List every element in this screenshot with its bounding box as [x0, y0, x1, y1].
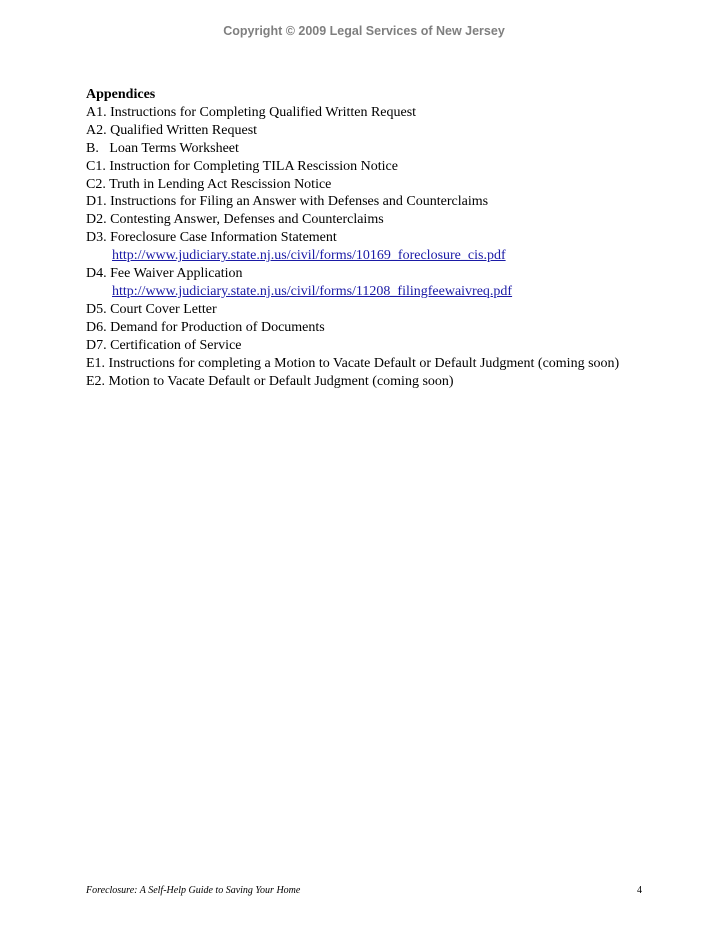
appendix-e1: E1. Instructions for completing a Motion to Vacate Default or Default Judgment (coming soon) [86, 355, 620, 371]
appendix-b: B. Loan Terms Worksheet [86, 140, 239, 156]
appendix-e2: E2. Motion to Vacate Default or Default Judgment (coming soon) [86, 373, 454, 389]
appendix-d7: D7. Certification of Service [86, 337, 242, 353]
foreclosure-cis-link[interactable]: http://www.judiciary.state.nj.us/civil/forms/10169_foreclosure_cis.pdf [112, 248, 506, 264]
page-number: 4 [637, 885, 642, 896]
appendix-d5: D5. Court Cover Letter [86, 301, 217, 317]
appendices-title: Appendices [86, 87, 156, 102]
appendix-d2: D2. Contesting Answer, Defenses and Counterclaims [86, 212, 384, 228]
appendix-d6: D6. Demand for Production of Documents [86, 319, 325, 335]
appendix-d3-link-row [86, 247, 686, 265]
fee-waiver-link[interactable]: http://www.judiciary.state.nj.us/civil/forms/11208_filingfeewaivreq.pdf [112, 283, 513, 299]
appendix-c2: C2. Truth in Lending Act Rescission Notice [86, 176, 332, 192]
appendices-section [86, 86, 686, 390]
appendix-d1: D1. Instructions for Filing an Answer with Defenses and Counterclaims [86, 194, 489, 210]
appendix-a2: A2. Qualified Written Request [86, 122, 258, 138]
footer-document-title: Foreclosure: A Self-Help Guide to Saving Your Home [86, 885, 301, 896]
appendix-c1: C1. Instruction for Completing TILA Rescission Notice [86, 158, 398, 174]
appendix-a1: A1. Instructions for Completing Qualified Written Request [86, 104, 417, 120]
appendix-d4: D4. Fee Waiver Application [86, 266, 243, 282]
appendix-d3: D3. Foreclosure Case Information Statement [86, 230, 337, 246]
copyright-header: Copyright © 2009 Legal Services of New Jersey [223, 24, 505, 38]
appendix-d4-link-row [86, 283, 686, 301]
